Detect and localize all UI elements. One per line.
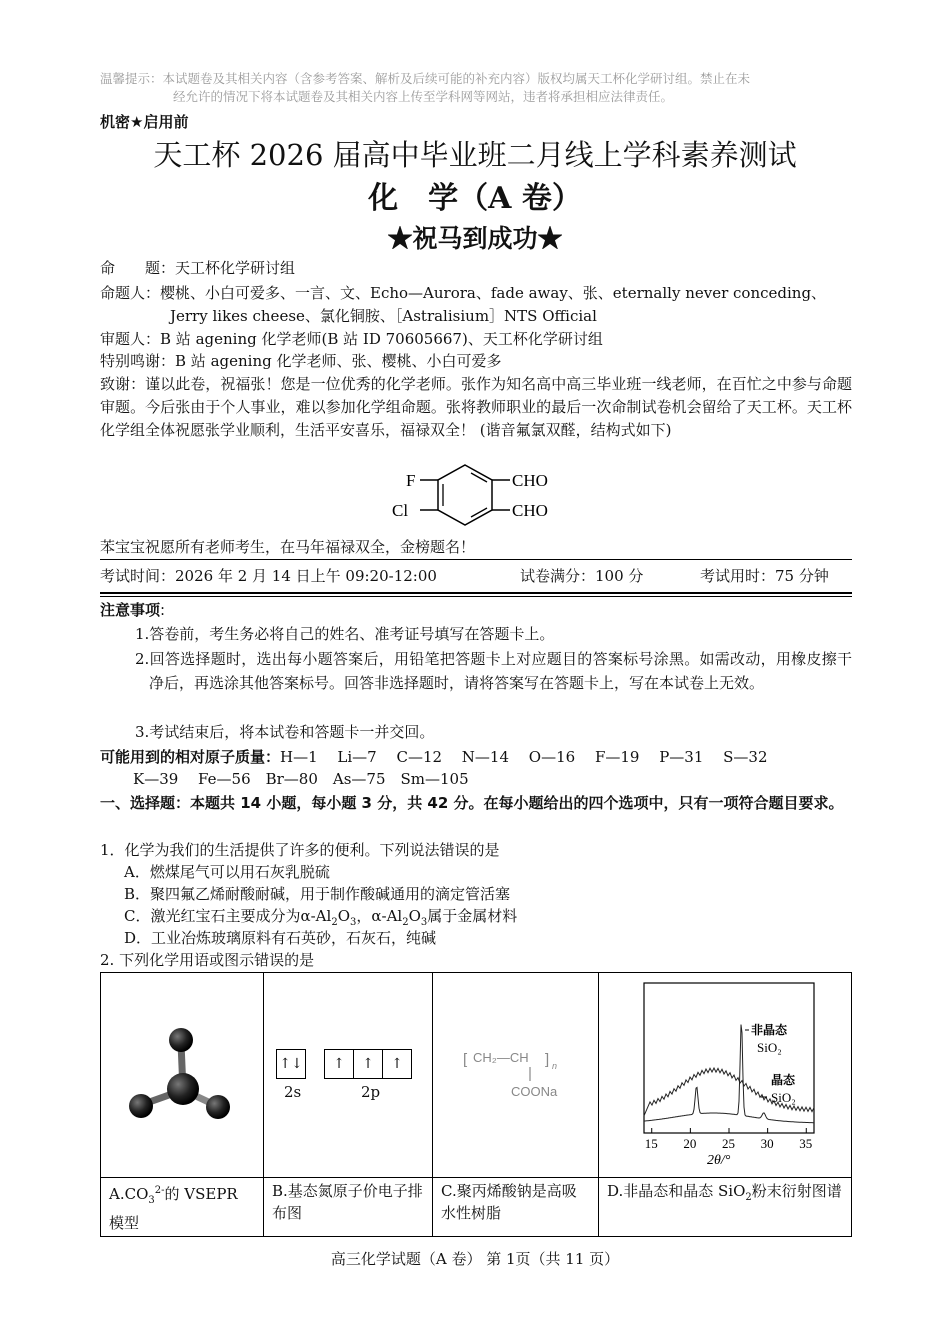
vsepr-model-image — [101, 973, 261, 1173]
xrd-tick-label-35: 35 — [799, 1136, 813, 1151]
q1-option-d: D．工业冶炼玻璃原料有石英砂，石灰石，纯碱 — [124, 929, 437, 947]
subject-title: 化 学（A 卷） — [368, 181, 582, 216]
sodium-polyacrylate-structure — [433, 973, 598, 1173]
exam-info — [100, 565, 852, 586]
benzene-ring — [438, 465, 492, 525]
svg-text:[: [ — [463, 1051, 468, 1068]
crystal-label: 晶态 — [771, 1073, 796, 1087]
page-footer: 高三化学试题（A 卷） 第 1页（共 11 页） — [330, 1250, 620, 1268]
caption-c: C.聚丙烯酸钠是高吸水性树脂 — [433, 1178, 599, 1237]
xrd-tick-label-15: 15 — [644, 1136, 658, 1151]
atomic-mass: 可能用到的相对原子质量：H—1 Li—7 C—12 N—14 O—16 F—19 P—31 S—32 — [100, 748, 768, 766]
polymer-backbone: CH₂—CH — [473, 1050, 529, 1065]
orbital-diagram-cell — [264, 973, 433, 1178]
full-score: 试卷满分：100 分 — [520, 567, 644, 585]
xrd-tick-label-25: 25 — [722, 1136, 735, 1151]
svg-text:]: ] — [545, 1051, 550, 1068]
credit-topic: 命 题：天工杯化学研讨组 — [100, 259, 296, 277]
atomic-mass-cont: K—39 Fe—56 Br—80 As—75 Sm—105 — [133, 770, 469, 788]
polymer-cell — [433, 973, 599, 1178]
section-1-heading: 一、选择题：本题共 14 小题，每小题 3 分，共 42 分。在每小题给出的四个选项中，只有一项符合题目要求。 — [100, 794, 844, 812]
q1-option-a: A．燃煤尾气可以用石灰乳脱硫 — [124, 863, 330, 881]
xrd-pattern-cell — [599, 973, 852, 1178]
dedication: 致谢：谨以此卷，祝福张！您是一位优秀的化学老师。张作为知名高中高三毕业班一线老师，在百忙之中参与命题审题。今后张由于个人事业，难以参加化学组命题。张将教师职业的最后一次命制试卷机会留给了天工杯。天工杯化学组全体祝愿张学业顺利，生活平安喜乐，福禄双全！ (谐音氟氯双醛，结构式如下) — [100, 375, 852, 439]
polymer-side-group: COONa — [511, 1084, 558, 1099]
caption-b: B.基态氮原子价电子排布图 — [264, 1178, 433, 1237]
credit-thanks: 特别鸣谢：B 站 agening 化学老师、张、樱桃、小白可爱多 — [100, 352, 502, 370]
caption-d: D.非晶态和晶态 SiO$_2$粉末衍射图谱 — [599, 1178, 852, 1237]
credit-reviewers: 审题人：B 站 agening 化学老师(B 站 ID 70605667)、天工杯化学研讨组 — [100, 330, 603, 348]
blessing: ★祝马到成功★ — [387, 224, 563, 253]
orbital-2s: ↑↓ — [276, 1049, 306, 1079]
fluorine-label: F — [406, 471, 416, 490]
label-2p: 2p — [361, 1083, 381, 1101]
crystal-formula: SiO₂ — [771, 1090, 796, 1105]
exam-time: 考试时间：2026 年 2 月 14 日上午 09:20-12:00 — [100, 567, 437, 585]
note-3: 3.考试结束后，将本试卷和答题卡一并交回。 — [135, 723, 435, 741]
caption-a: $A.CO_3^{2-}$的 VSEPR 模型 — [101, 1178, 264, 1237]
credit-authors: 命题人：樱桃、小白可爱多、一言、文、Echo—Aurora、fade away、张、eternally never conceding、 — [100, 284, 827, 302]
xrd-tick-label-20: 20 — [683, 1136, 697, 1151]
polymer-n: n — [552, 1061, 558, 1071]
xrd-xlabel: 2θ/° — [707, 1153, 731, 1168]
confidential-mark: 机密★启用前 — [100, 113, 189, 131]
question-1: 1．化学为我们的生活提供了许多的便利。下列说法错误的是 — [100, 841, 500, 859]
xrd-pattern-chart — [599, 973, 851, 1173]
xrd-tick-label-30: 30 — [760, 1136, 774, 1151]
difluoro-dialdehyde-structure — [380, 460, 580, 535]
aldehyde-label-2: CHO — [512, 501, 548, 520]
label-2s: 2s — [284, 1083, 302, 1101]
divider — [100, 559, 852, 560]
divider-thin — [100, 596, 852, 597]
amorphous-formula: SiO₂ — [757, 1040, 782, 1055]
q2-figure-table — [100, 972, 852, 1237]
benzene-wish: 苯宝宝祝愿所有老师考生，在马年福禄双全，金榜题名！ — [100, 538, 476, 556]
question-2: 2. 下列化学用语或图示错误的是 — [100, 951, 315, 969]
note-2: 2.回答选择题时，选出每小题答案后，用铅笔把答题卡上对应题目的答案标号涂黑。如需改动，用橡皮擦干净后，再选涂其他答案标号。回答非选择题时，请将答案写在答题卡上，写在本试卷上无效。 — [135, 650, 852, 692]
note-1: 1.答卷前，考生务必将自己的姓名、准考证号填写在答题卡上。 — [135, 625, 555, 643]
credit-authors-cont: Jerry likes cheese、氯化铜胺、［Astralisium］NTS Official — [170, 307, 597, 325]
notes-heading: 注意事项: — [100, 601, 166, 619]
q1-option-c: C．激光红宝石主要成分为$\alpha-Al_2O_3$，$\alpha-Al_2O_3$属于金属材料 — [124, 907, 518, 928]
orbital-2p: ↑ ↑ ↑ — [324, 1049, 412, 1079]
aldehyde-label-1: CHO — [512, 471, 548, 490]
divider-thick — [100, 592, 852, 594]
exam-title: 天工杯 2026 届高中毕业班二月线上学科素养测试 — [153, 138, 797, 172]
copyright-notice: 温馨提示：本试题卷及其相关内容（含参考答案、解析及后续可能的补充内容）版权均属天工杯化学研讨组。禁止在未 经允许的情况下将本试题卷及其相关内容上传至学科网等网站，违者将承担相应法律责任。 — [100, 71, 751, 104]
duration: 考试用时：75 分钟 — [700, 567, 829, 585]
chlorine-label: Cl — [392, 501, 409, 520]
amorphous-label: 非晶态 — [751, 1023, 788, 1037]
vsepr-model-cell — [101, 973, 264, 1178]
q1-option-b: B．聚四氟乙烯耐酸耐碱，用于制作酸碱通用的滴定管活塞 — [124, 885, 511, 903]
